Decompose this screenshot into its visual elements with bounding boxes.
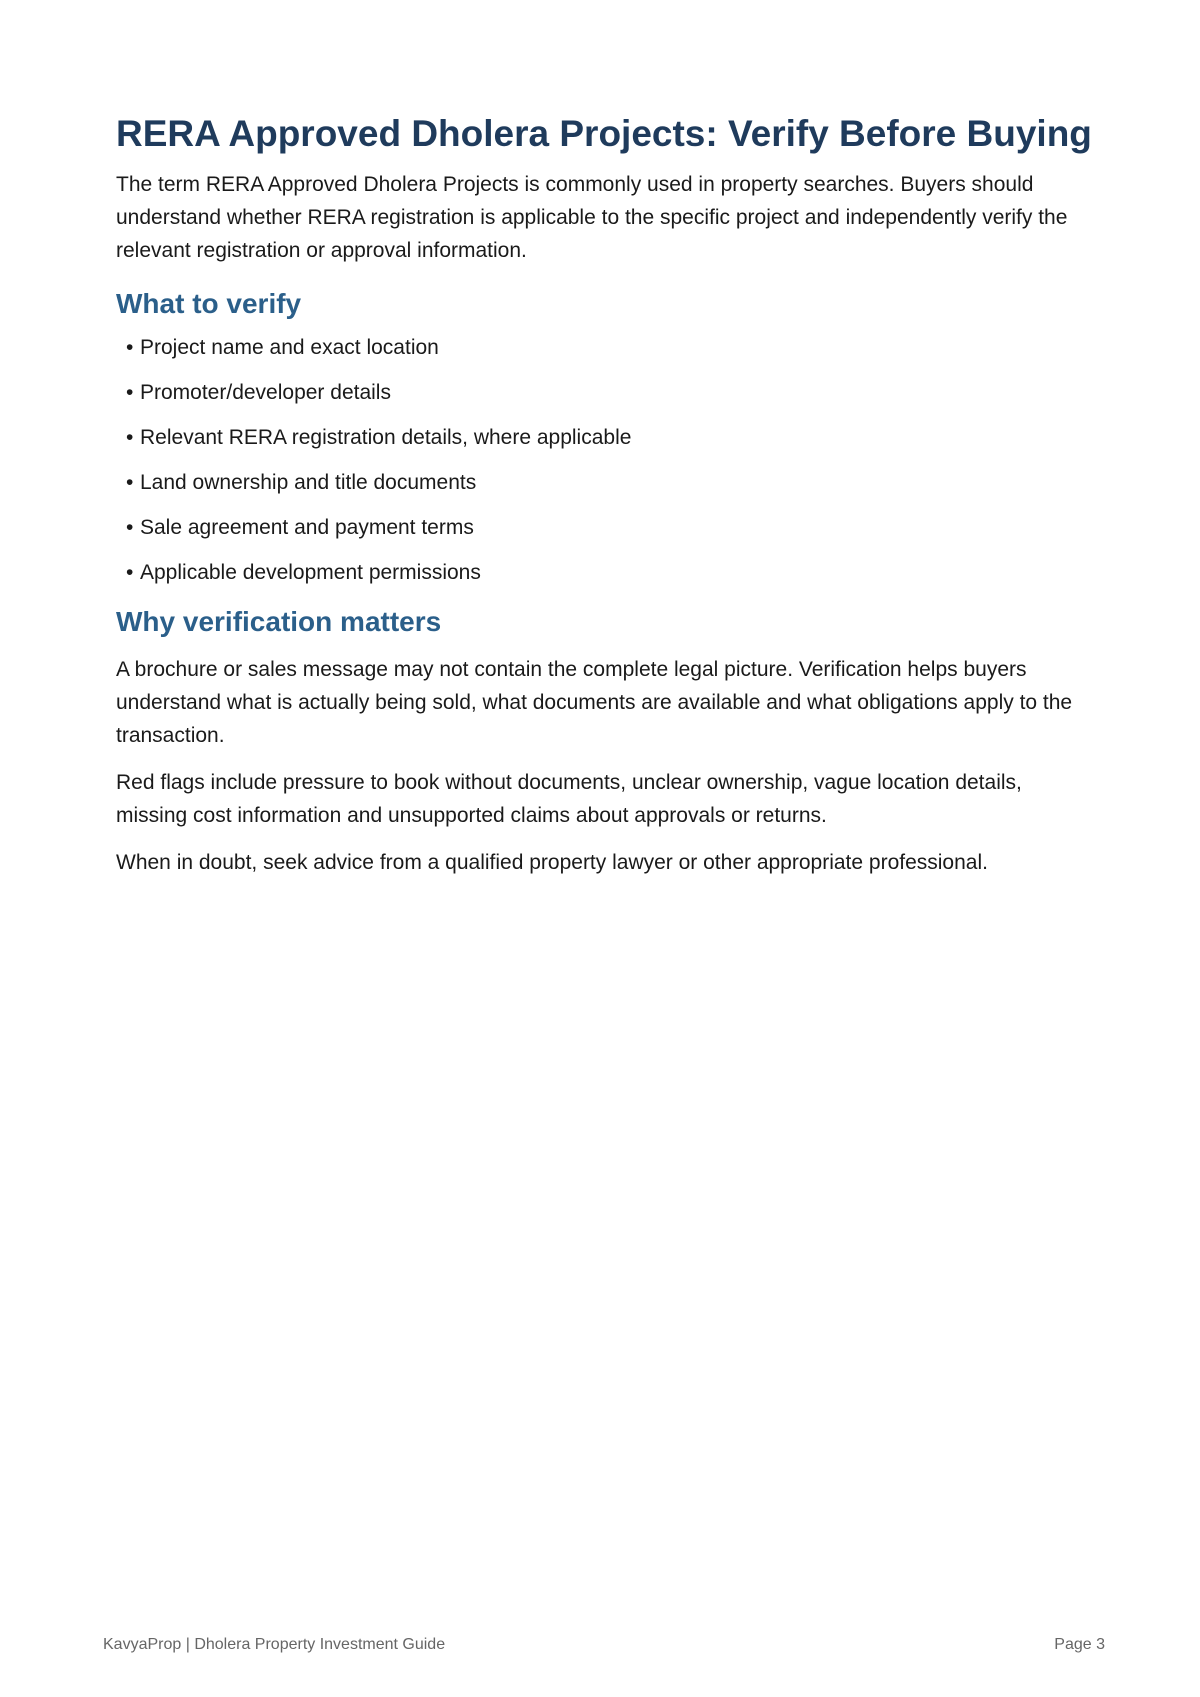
page-title: RERA Approved Dholera Projects: Verify Before Buying	[116, 113, 1092, 154]
bullet-icon: •	[126, 336, 134, 359]
bullet-icon: •	[126, 381, 134, 404]
list-item: • Relevant RERA registration details, where applicable	[126, 426, 632, 449]
list-item: • Sale agreement and payment terms	[126, 516, 474, 539]
page-number: Page 3	[1054, 1636, 1105, 1653]
list-item: • Applicable development permissions	[126, 561, 481, 584]
body-paragraph: When in doubt, seek advice from a qualified property lawyer or other appropriate professional.	[116, 851, 988, 874]
verify-list	[116, 335, 1096, 585]
bullet-icon: •	[126, 516, 134, 539]
body-paragraph: Red flags include pressure to book without documents, unclear ownership, vague location details, missing cost information and unsupported claims about approvals or returns.	[116, 771, 1022, 827]
intro-paragraph: The term RERA Approved Dholera Projects is commonly used in property searches. Buyers should understand whether RERA registration is applicable to the specific project and independently verify the relevant registration or approval information.	[116, 173, 1068, 262]
bullet-icon: •	[126, 471, 134, 494]
list-item: • Land ownership and title documents	[126, 471, 477, 494]
section-heading-why-verification: Why verification matters	[116, 606, 442, 637]
page-content	[116, 112, 1096, 893]
bullet-icon: •	[126, 426, 134, 449]
body-paragraph: A brochure or sales message may not contain the complete legal picture. Verification helps buyers understand what is actually being sold, what documents are available and what obligations apply to the transaction.	[116, 658, 1073, 747]
list-item: • Promoter/developer details	[126, 381, 391, 404]
bullet-icon: •	[126, 561, 134, 584]
list-item: • Project name and exact location	[126, 336, 439, 359]
footer-title: KavyaProp | Dholera Property Investment Guide	[103, 1636, 446, 1653]
section-heading-what-to-verify: What to verify	[116, 288, 302, 319]
